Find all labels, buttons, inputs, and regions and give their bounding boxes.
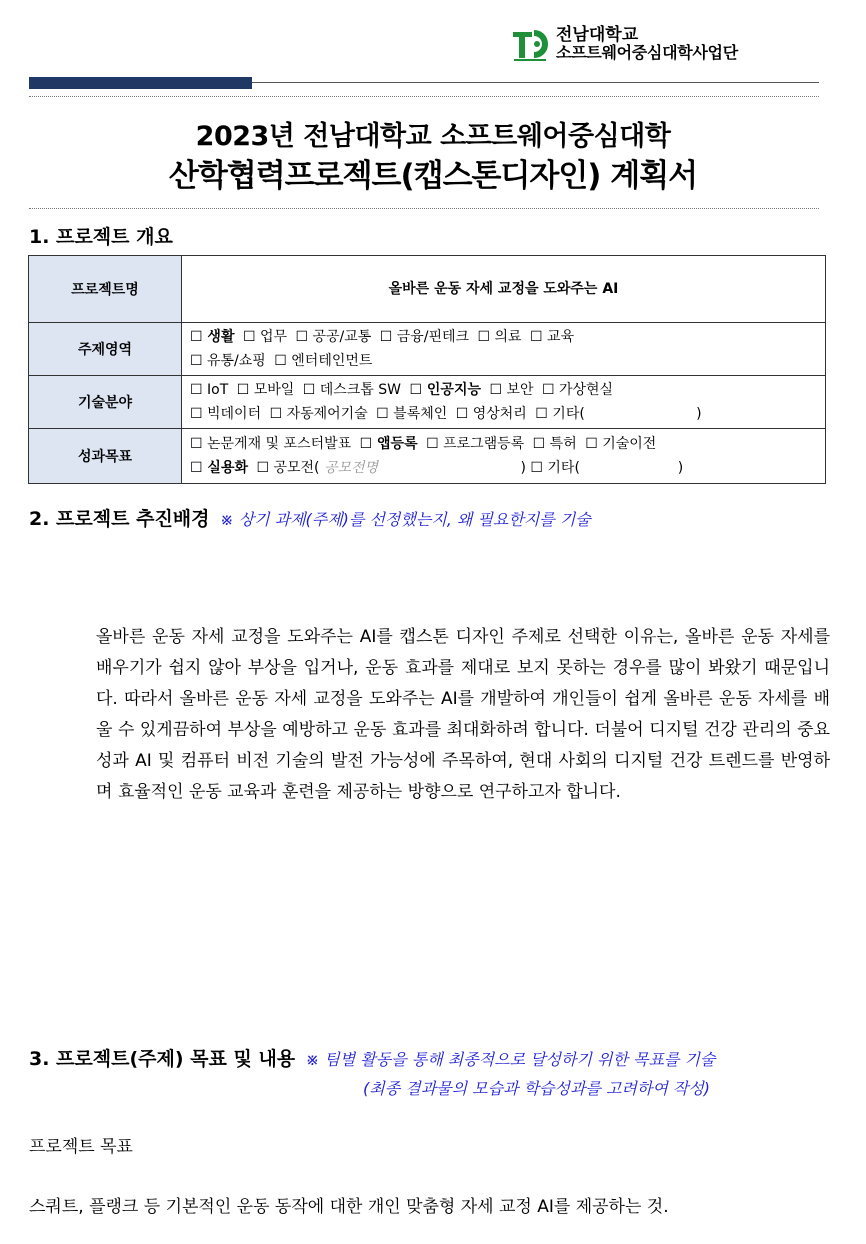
section3-note-line2: (최종 결과물의 모습과 학습성과를 고려하여 작성) [363, 1079, 711, 1098]
document-title-line2: 산학협력프로젝트(캡스톤디자인) 계획서 [168, 158, 698, 194]
topic-option-life[interactable]: ☐ 생활 [190, 329, 235, 345]
divider-top [29, 96, 819, 97]
tech-option-desktop[interactable]: ☐ 데스크톱 SW [302, 382, 402, 398]
section1-heading: 1. 프로젝트 개요 [29, 226, 173, 248]
outcome-option-app[interactable]: ☐ 앱등록 [359, 436, 418, 452]
header-navy-bar [29, 77, 252, 89]
project-name-value: 올바른 운동 자세 교정을 도와주는 AI [182, 256, 826, 323]
section3-heading-row [29, 1044, 715, 1071]
contest-prefix: ☐ 공모전( [256, 460, 320, 476]
divider-title [29, 208, 819, 209]
topic-option-retail[interactable]: ☐ 유통/쇼핑 [190, 353, 266, 369]
tech-label: 기술분야 [29, 376, 182, 429]
outcome-option-patent[interactable]: ☐ 특허 [532, 436, 577, 452]
tech-option-blockchain[interactable]: ☐ 블록체인 [376, 406, 448, 422]
outcome-options [182, 429, 826, 484]
topic-option-work[interactable]: ☐ 업무 [242, 329, 287, 345]
project-goal-text: 스쿼트, 플랭크 등 기본적인 운동 동작에 대한 개인 맞춤형 자세 교정 AI를 제공하는 것. [29, 1197, 669, 1217]
tech-option-image-processing[interactable]: ☐ 영상처리 [455, 406, 527, 422]
table-row-topic [29, 323, 826, 376]
contest-name-placeholder: 공모전명 [323, 460, 379, 476]
tech-option-other[interactable]: ☐ 기타( ) [535, 406, 702, 422]
project-goal-label: 프로젝트 목표 [29, 1137, 133, 1157]
section2-body: 올바른 운동 자세 교정을 도와주는 AI를 캡스톤 디자인 주제로 선택한 이유는, 올바른 운동 자세를 배우기가 쉽지 않아 부상을 입거나, 운동 효과를 제대로 보지 못하는 경우를 많이 봐왔기 때문입니다. 따라서 올바른 운동 자세 교정을 도와주는 AI를 개발하여 개인들이 쉽게 올바른 운동 자세를 배울 수 있게끔하여 부상을 예방하고 운동 효과를 최대화하려 합니다. 더불어 디지털 건강 관리의 중요성과 AI 및 컴퓨터 비전 기술의 발전 가능성에 주목하여, 현대 사회의 디지털 건강 트렌드를 반영하며 효율적인 운동 교육과 훈련을 제공하는 방향으로 연구하고자 합니다. [96, 627, 830, 802]
topic-option-entertainment[interactable]: ☐ 엔터테인먼트 [274, 353, 373, 369]
project-overview-table [28, 255, 826, 484]
tech-option-automation[interactable]: ☐ 자동제어기술 [269, 406, 368, 422]
tech-options [182, 376, 826, 429]
outcome-option-paper[interactable]: ☐ 논문게재 및 포스터발표 [190, 436, 352, 452]
section2-heading-row [29, 504, 591, 531]
topic-option-education[interactable]: ☐ 교육 [530, 329, 575, 345]
section2-note: ※ 상기 과제(주제)를 선정했는지, 왜 필요한지를 기술 [220, 510, 591, 529]
contest-suffix: ) [378, 460, 526, 476]
outcome-option-contest[interactable] [256, 460, 525, 476]
table-row-outcome [29, 429, 826, 484]
outcome-option-tech-transfer[interactable]: ☐ 기술이전 [585, 436, 657, 452]
topic-options [182, 323, 826, 376]
tech-option-bigdata[interactable]: ☐ 빅데이터 [190, 406, 262, 422]
header-thin-line [252, 82, 819, 83]
section3-note: ※ 팀별 활동을 통해 최종적으로 달성하기 위한 목표를 기술 [305, 1050, 716, 1069]
document-title-line1: 2023년 전남대학교 소프트웨어중심대학 [195, 121, 671, 152]
university-logo [510, 24, 738, 64]
table-row-tech [29, 376, 826, 429]
topic-option-medical[interactable]: ☐ 의료 [477, 329, 522, 345]
tech-option-security[interactable]: ☐ 보안 [489, 382, 534, 398]
topic-option-finance[interactable]: ☐ 금융/핀테크 [379, 329, 470, 345]
topic-label: 주제영역 [29, 323, 182, 376]
tech-option-iot[interactable]: ☐ IoT [190, 382, 229, 398]
outcome-option-program[interactable]: ☐ 프로그램등록 [426, 436, 525, 452]
section2-heading: 2. 프로젝트 추진배경 [29, 508, 210, 530]
tech-option-mobile[interactable]: ☐ 모바일 [236, 382, 295, 398]
header-rule [29, 77, 819, 89]
outcome-option-practical[interactable]: ☐ 실용화 [190, 460, 248, 476]
topic-option-public[interactable]: ☐ 공공/교통 [295, 329, 372, 345]
university-emblem-icon [510, 24, 550, 64]
project-name-label: 프로젝트명 [29, 256, 182, 323]
outcome-label: 성과목표 [29, 429, 182, 484]
tech-option-vr[interactable]: ☐ 가상현실 [541, 382, 614, 398]
tech-option-ai[interactable]: ☐ 인공지능 [409, 382, 481, 398]
section3-heading: 3. 프로젝트(주제) 목표 및 내용 [29, 1048, 296, 1070]
table-row-project-name [29, 256, 826, 323]
logo-program-name: 소프트웨어중심대학사업단 [556, 43, 738, 62]
outcome-option-other[interactable]: ☐ 기타( ) [530, 460, 684, 476]
logo-university-name: 전남대학교 [556, 25, 639, 45]
